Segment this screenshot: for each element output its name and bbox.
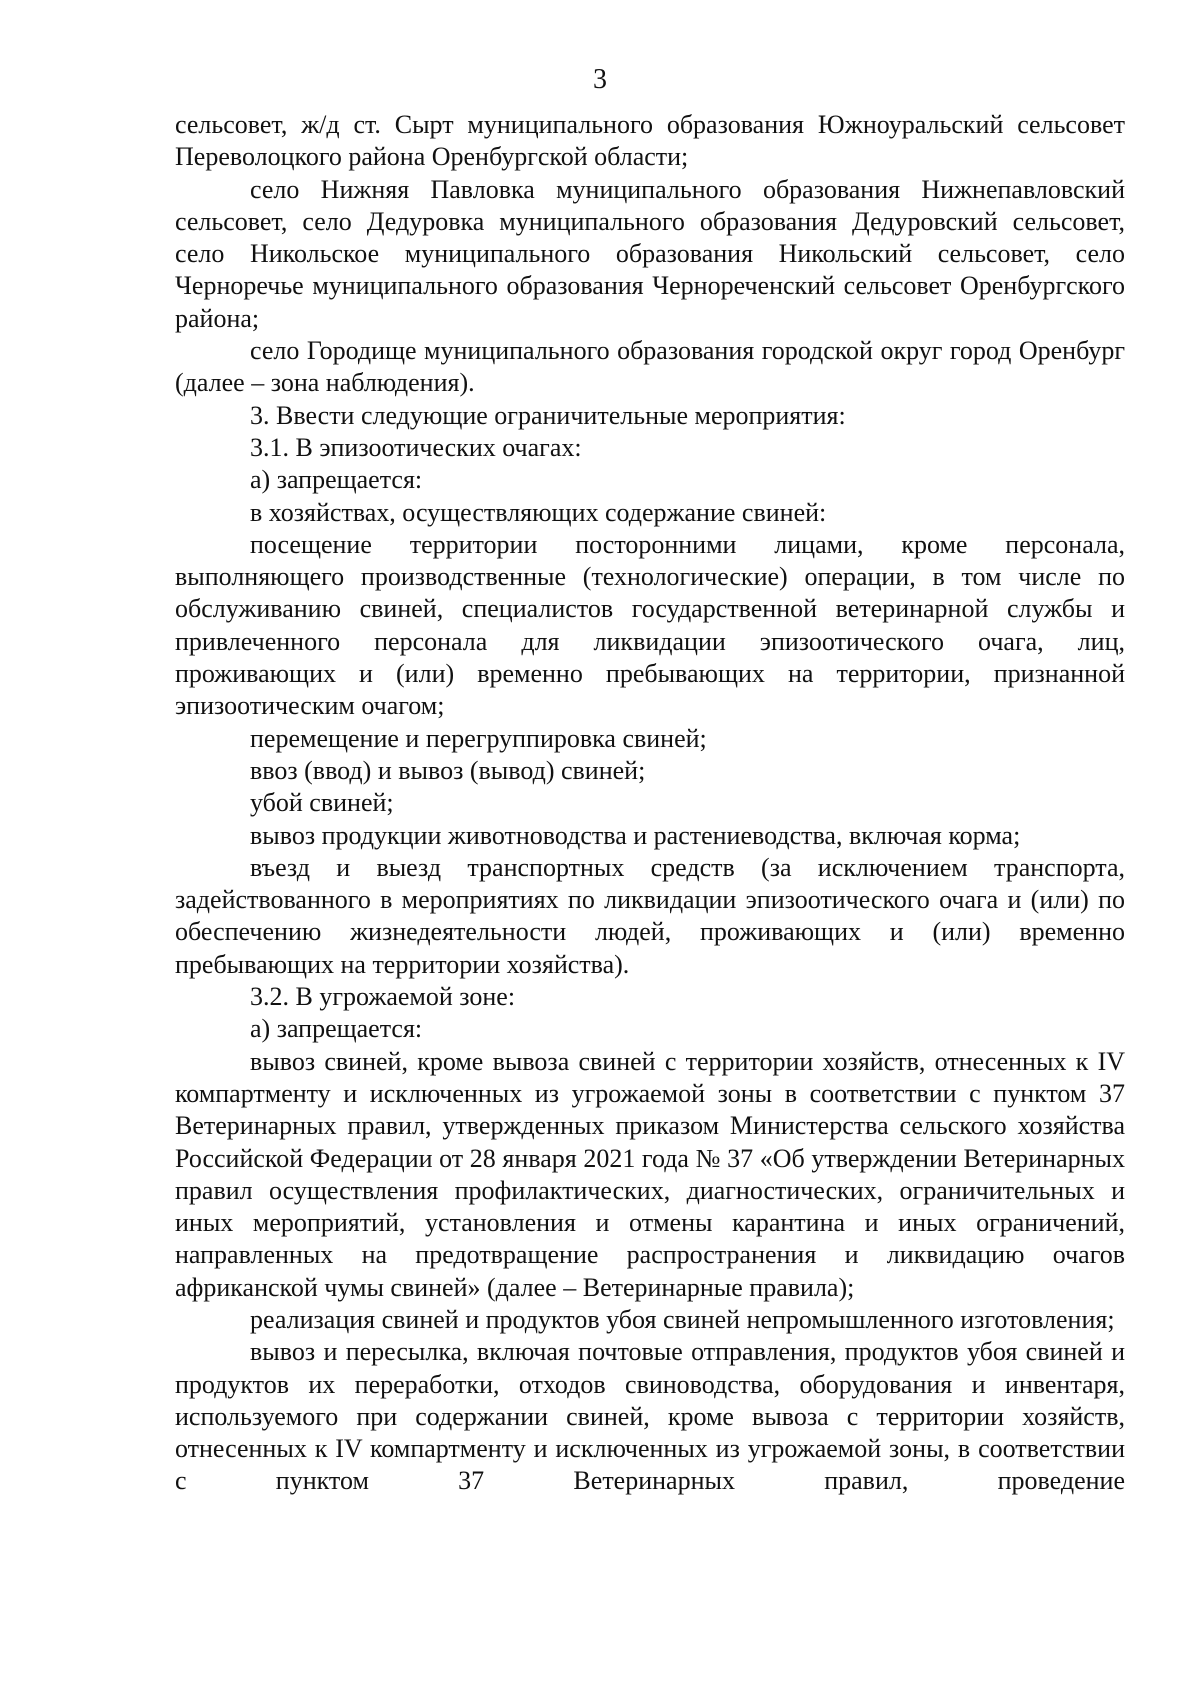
paragraph: въезд и выезд транспортных средств (за исключением транспорта, задействованного в мероприятиях по ликвидации эпизоотического очага и (или) по обеспечению жизнедеятельности людей, проживающих и (или) временно пребывающих на территории хозяйства). <box>175 852 1125 979</box>
paragraph: убой свиней; <box>250 788 394 818</box>
paragraph: в хозяйствах, осуществляющих содержание свиней: <box>250 497 827 527</box>
paragraph: вывоз продукции животноводства и растениеводства, включая корма; <box>250 820 1021 850</box>
paragraph: село Нижняя Павловка муниципального образования Нижнепавловский сельсовет, село Дедуровка муниципального образования Дедуровский сельсовет, село Никольское муниципального образования Никольский сельсовет, село Черноречье муниципального образования Чернореченский сельсовет Оренбургского района; <box>175 174 1125 333</box>
paragraph: ввоз (ввод) и вывоз (вывод) свиней; <box>250 755 646 785</box>
paragraph: а) запрещается: <box>250 465 423 495</box>
paragraph: вывоз свиней, кроме вывоза свиней с территории хозяйств, отнесенных к IV компартменту и исключенных из угрожаемой зоны в соответствии с пунктом 37 Ветеринарных правил, утвержденных приказом Министерства сельского хозяйства Российской Федерации от 28 января 2021 года № 37 «Об утверждении Ветеринарных правил осуществления профилактических, диагностических, ограничительных и иных мероприятий, установления и отмены карантина и иных ограничений, направленных на предотвращение распространения и ликвидацию очагов африканской чумы свиней» (далее – Ветеринарные правила); <box>175 1046 1125 1302</box>
paragraph: село Городище муниципального образования городской округ город Оренбург (далее – зона наблюдения). <box>175 336 1125 398</box>
paragraph: перемещение и перегруппировка свиней; <box>250 723 707 753</box>
paragraph: реализация свиней и продуктов убоя свиней непромышленного изготовления; <box>250 1304 1115 1334</box>
paragraph: посещение территории посторонними лицами, кроме персонала, выполняющего производственные (технологические) операции, в том числе по обслуживанию свиней, специалистов государственной ветеринарной службы и привлеченного персонала для ликвидации эпизоотического очага, лиц, проживающих и (или) временно пребывающих на территории, признанной эпизоотическим очагом; <box>175 529 1125 721</box>
paragraph: 3.2. В угрожаемой зоне: <box>250 982 516 1012</box>
page-number: 3 <box>593 64 607 95</box>
paragraph: вывоз и пересылка, включая почтовые отправления, продуктов убоя свиней и продуктов их переработки, отходов свиноводства, оборудования и инвентаря, используемого при содержании свиней, кроме вывоза с территории хозяйств, отнесенных к IV компартменту и исключенных из угрожаемой зоны, в соответствии с пунктом 37 Ветеринарных правил, проведение <box>175 1337 1125 1496</box>
document-body <box>175 109 1125 1498</box>
paragraph: 3. Ввести следующие ограничительные мероприятия: <box>250 400 846 430</box>
paragraph: а) запрещается: <box>250 1014 423 1044</box>
paragraph: сельсовет, ж/д ст. Сырт муниципального образования Южноуральский сельсовет Переволоцкого района Оренбургской области; <box>175 110 1125 172</box>
paragraph: 3.1. В эпизоотических очагах: <box>250 432 582 462</box>
